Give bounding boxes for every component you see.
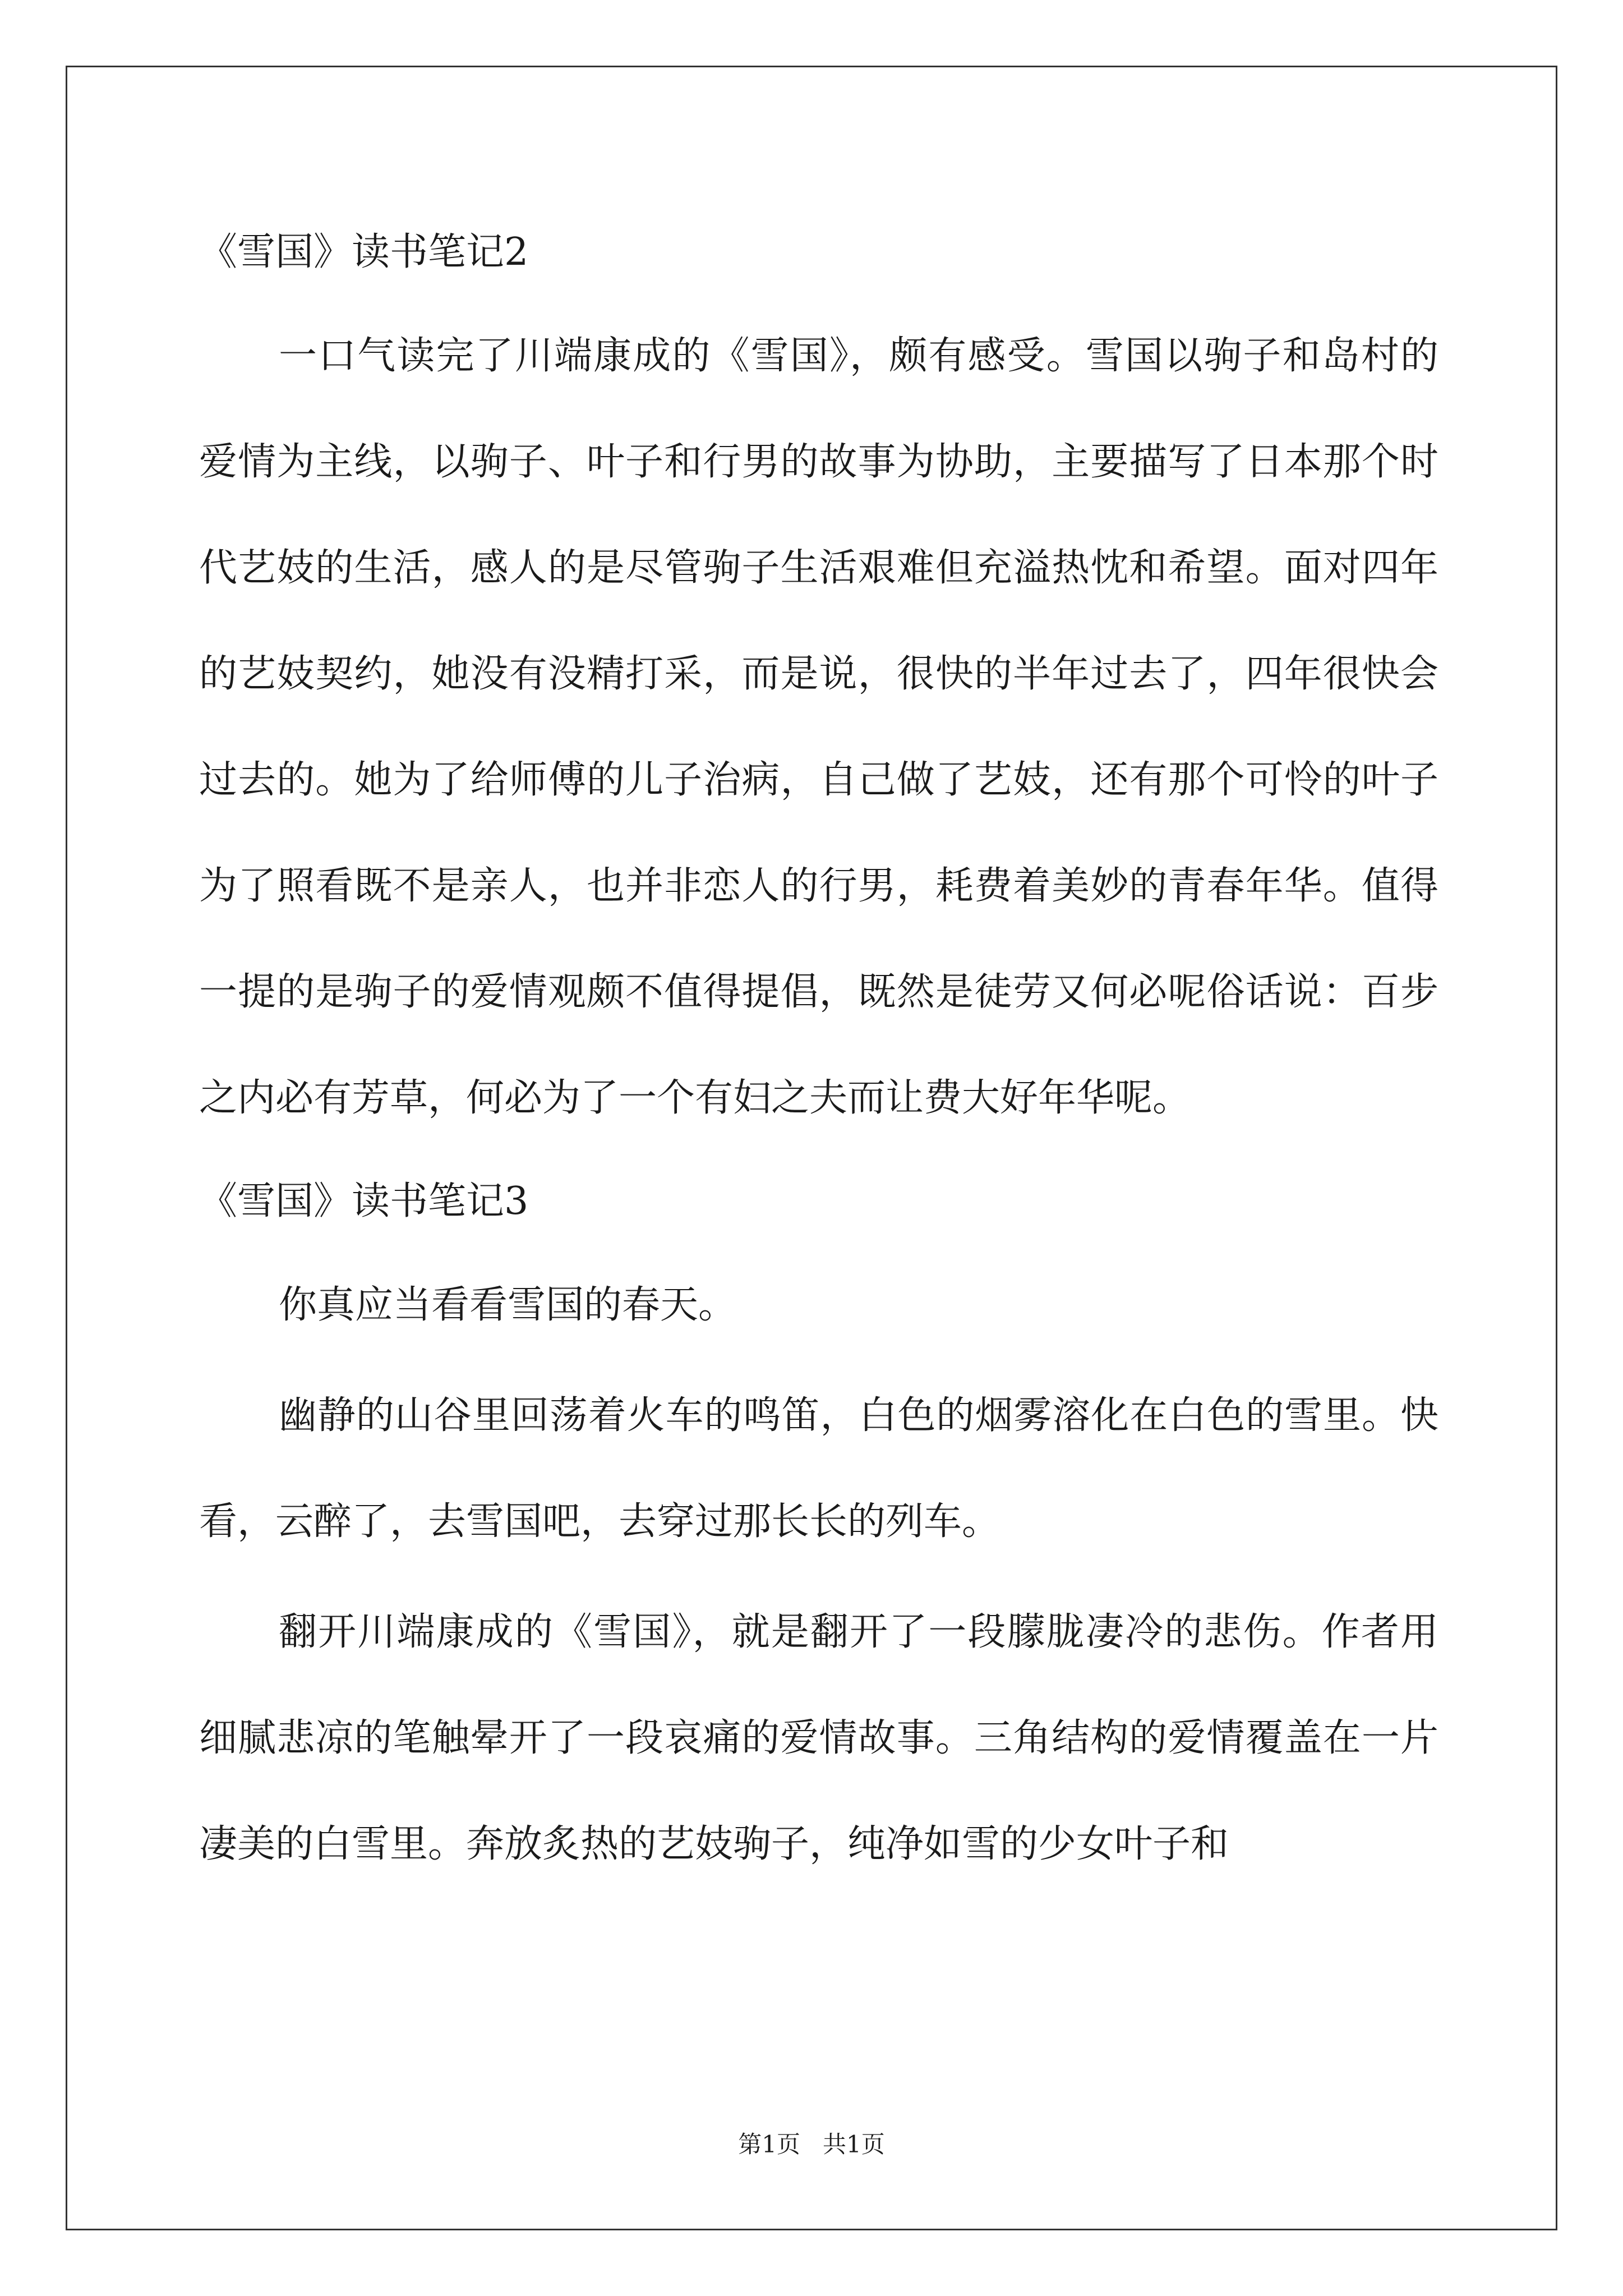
paragraph-gap: [199, 1575, 1438, 1579]
paragraph-3-3: 翻开川端康成的《雪国》，就是翻开了一段朦胧凄冷的悲伤。作者用细腻悲凉的笔触晕开了一段哀痛的爱情故事。三角结构的爱情覆盖在一片凄美的白雪里。奔放炙热的艺妓驹子，纯净如雪的少女叶子和: [199, 1610, 1438, 1866]
paragraph-2-1: 一口气读完了川端康成的《雪国》，颇有感受。雪国以驹子和岛村的爱情为主线，以驹子、叶子和行男的故事为协助，主要描写了日本那个时代艺妓的生活，感人的是尽管驹子生活艰难但充溢热忱和希望。面对四年的艺妓契约，她没有没精打采，而是说，很快的半年过去了，四年很快会过去的。她为了给师傅的儿子治病，自己做了艺妓，还有那个可怜的叶子为了照看既不是亲人，也并非恋人的行男，耗费着美妙的青春年华。值得一提的是驹子的爱情观颇不值得提倡，既然是徒劳又何必呢俗话说：百步之内必有芳草，何必为了一个有妇之夫而让费大好年华呢。: [199, 334, 1438, 1120]
paragraph-gap: [199, 1358, 1438, 1363]
section-heading-2: 《雪国》读书笔记2: [199, 230, 529, 274]
document-body: [199, 202, 1438, 1897]
paragraph-3-1: 你真应当看看雪国的春天。: [279, 1283, 737, 1327]
paragraph-3-2: 幽静的山谷里回荡着火车的鸣笛，白色的烟雾溶化在白色的雪里。快看，云醉了，去雪国吧，去穿过那长长的列车。: [199, 1393, 1438, 1544]
section-heading-3: 《雪国》读书笔记3: [199, 1179, 529, 1223]
page-footer: 第1页 共1页: [738, 2131, 885, 2158]
